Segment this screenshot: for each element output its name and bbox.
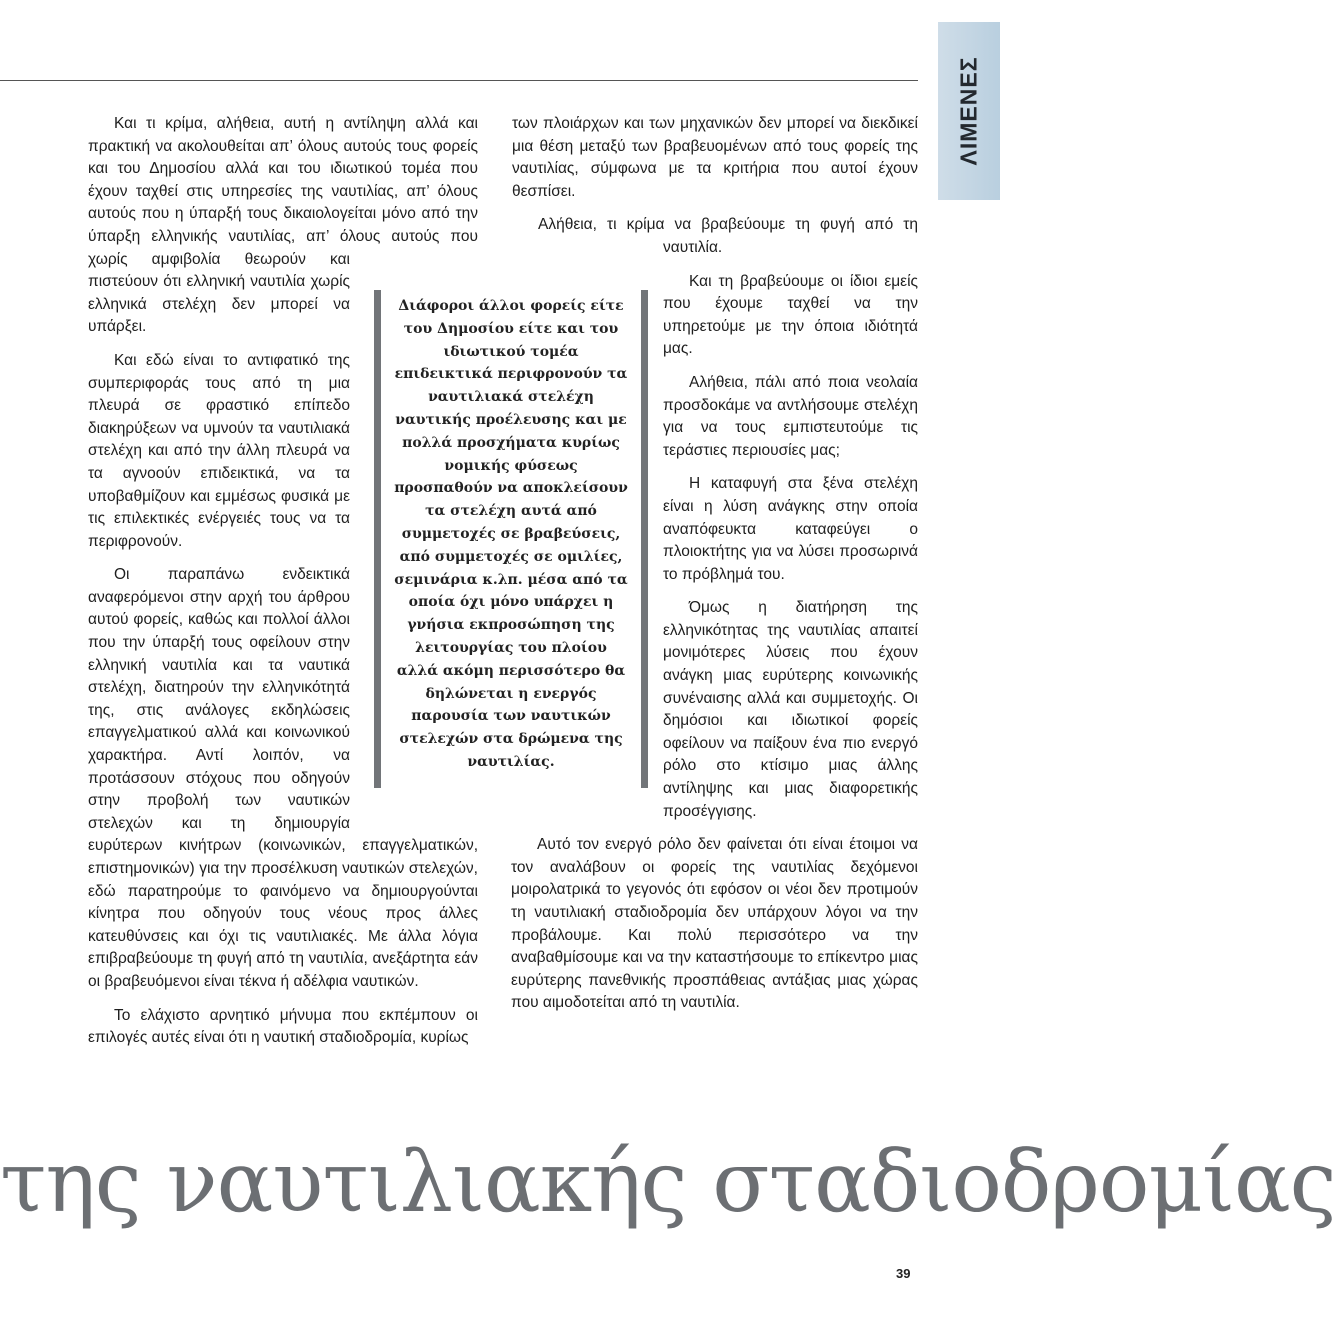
left-paragraph: Και εδώ είναι το αντιφατικό της συμπεριφοράς τους από τη μια πλευρά σε φραστικό επίπεδο διακηρύξεων να υμνούν τα ναυτιλιακά στελέχη και από την άλλη πλευρά να τα αγνοούν επιδεικτικά, να τα υποβαθμίζουν και εμμέσως φυσικά με τις επιλεκτικές ενέργειές τους να τα περιφρονούν. bbox=[88, 351, 350, 550]
right-paragraph: Όμως η διατήρηση της ελληνικότητας της ναυτιλίας απαιτεί μονιμότερες λύσεις που έχουν ανάγκη μιας ευρύτερης κοινωνικής συνέναισης αλλά και συμμετοχής. Οι δημόσιοι και ιδιωτικοί φορείς οφείλουν να παίξουν ένα πιο ενεργό ρόλο στο κτίσιμο μιας άλλης αντίληψης και μιας διαφορετικής προσέγγισης. bbox=[663, 599, 918, 820]
pull-quote-bar-right bbox=[641, 290, 648, 788]
headline: της ναυτιλιακής σταδιοδρομίας bbox=[0, 1133, 1336, 1231]
top-rule bbox=[0, 80, 918, 81]
left-paragraph: Και τι κρίμα, αλήθεια, αυτή η αντίληψη αλλά και πρακτική να ακολουθείται απ’ όλους αυτούς τους φορείς και του Δημοσίου αλλά και του ιδιωτικού τομέα που έχουν ταχθεί στις υπηρεσίες της ναυτιλίας, απ’ όλους αυτούς που η ύπαρξή τους δικαιολογείται μόνο από την ύπαρξη ελληνικής ναυτιλίας, απ’ όλους αυτούς που χωρίς αμφιβολία θεωρούν και πιστεύουν ότι ελληνική ναυτιλία χωρίς ελληνικά στελέχη δεν μπορεί να υπάρξει. bbox=[88, 115, 478, 336]
right-paragraph: των πλοιάρχων και των μηχανικών δεν μπορεί να διεκδικεί μια θέση μεταξύ των βραβευομένων από τους φορείς της ναυτιλίας, σύμφωνα με τα κριτήρια που αυτοί έχουν θεσπίσει. bbox=[512, 115, 918, 200]
pull-quote-bar-left bbox=[374, 290, 381, 788]
section-tab bbox=[938, 22, 1000, 200]
left-paragraph: Το ελάχιστο αρνητικό μήνυμα που εκπέμπουν οι επιλογές αυτές είναι ότι η ναυτική σταδιοδρομία, κυρίως bbox=[88, 1006, 478, 1047]
section-tab-label: ΛΙΜΕΝΕΣ bbox=[955, 56, 982, 166]
right-paragraph: Η καταφυγή στα ξένα στελέχη είναι η λύση ανάγκης στην οποία αναπόφευκτα καταφεύγει ο πλοιοκτήτης για να λύσει προσωρινά το πρόβλημά του. bbox=[663, 475, 918, 583]
right-paragraph: Αλήθεια, τι κρίμα να βραβεύουμε τη φυγή από τη ναυτιλία. bbox=[538, 216, 918, 256]
left-paragraph: Οι παραπάνω ενδεικτικά αναφερόμενοι στην αρχή του άρθρου αυτού φορείς, καθώς και πολλοί άλλοι που την ύπαρξή τους οφείλουν στην ελληνική ναυτιλία και τα ναυτικά στελέχη, διατηρούν την ελληνικότητά της, στις ανάλογες εκδηλώσεις επαγγελματικού αλλά και κοινωνικού χαρακτήρα. Αντί λοιπόν, να προτάσσουν στόχους που οδηγούν στην προβολή των ναυτικών στελεχών και τη δημιουργία ευρύτερων κινήτρων (κοινωνικών, επαγγελματικών, επιστημονικών) για την προσέλκυση ναυτικών στελεχών, εδώ παρατηρούμε το φαινόμενο να δημιουργούνται κίνητρα που οδηγούν τους νέους προς άλλες κατευθύνσεις και όχι τις ναυτιλιακές. Με άλλα λόγια επιβραβεύουμε τη φυγή από τη ναυτιλία, ανεξάρτητα εάν οι βραβευόμενοι είναι τέκνα ή αδέλφια ναυτικών. bbox=[88, 566, 478, 990]
pull-quote-text: Διάφοροι άλλοι φορείς είτε του Δημοσίου είτε και του ιδιωτικού τομέα επιδεικτικά περιφρονούν τα ναυτιλιακά στελέχη ναυτικής προέλευσης και με πολλά προσχήματα κυρίως νομικής φύσεως προσπαθούν να αποκλείσουν τα στελέχη αυτά από συμμετοχές σε βραβεύσεις, από συμμετοχές σε ομιλίες, σεμινάρια κ.λπ. μέσα από τα οποία όχι μόνο υπάρχει η γνήσια εκπροσώπηση της λειτουργίας του πλοίου αλλά ακόμη περισσότερο θα δηλώνεται η ενεργός παρουσία των ναυτικών στελεχών στα δρώμενα της ναυτιλίας. bbox=[394, 298, 628, 770]
right-paragraph: Αυτό τον ενεργό ρόλο δεν φαίνεται ότι είναι έτοιμοι να τον αναλάβουν οι φορείς της ναυτιλίας δεχόμενοι μοιρολατρικά το γεγονός ότι εφόσον οι νέοι δεν προτιμούν τη ναυτιλιακή σταδιοδρομία δεν υπάρχουν λόγοι να την προβάλουμε. Και πολύ περισσότερο να την αναβαθμίσουμε και να την καταστήσουμε το επίκεντρο μιας ευρύτερης πανεθνικής προσπάθειας αντάξιας μιας χώρας που αιμοδοτείται από τη ναυτιλία. bbox=[511, 836, 918, 1012]
right-paragraph: Και τη βραβεύουμε οι ίδιοι εμείς που έχουμε ταχθεί να την υπηρετούμε με την όποια ιδιότητά μας. bbox=[663, 272, 918, 358]
pull-quote bbox=[374, 290, 648, 788]
page-number: 39 bbox=[896, 1266, 911, 1281]
right-paragraph: Αλήθεια, πάλι από ποια νεολαία προσδοκάμε να αντλήσουμε στελέχη για να τους εμπιστευτούμε τις τεράστιες περιουσίες μας; bbox=[663, 373, 918, 459]
